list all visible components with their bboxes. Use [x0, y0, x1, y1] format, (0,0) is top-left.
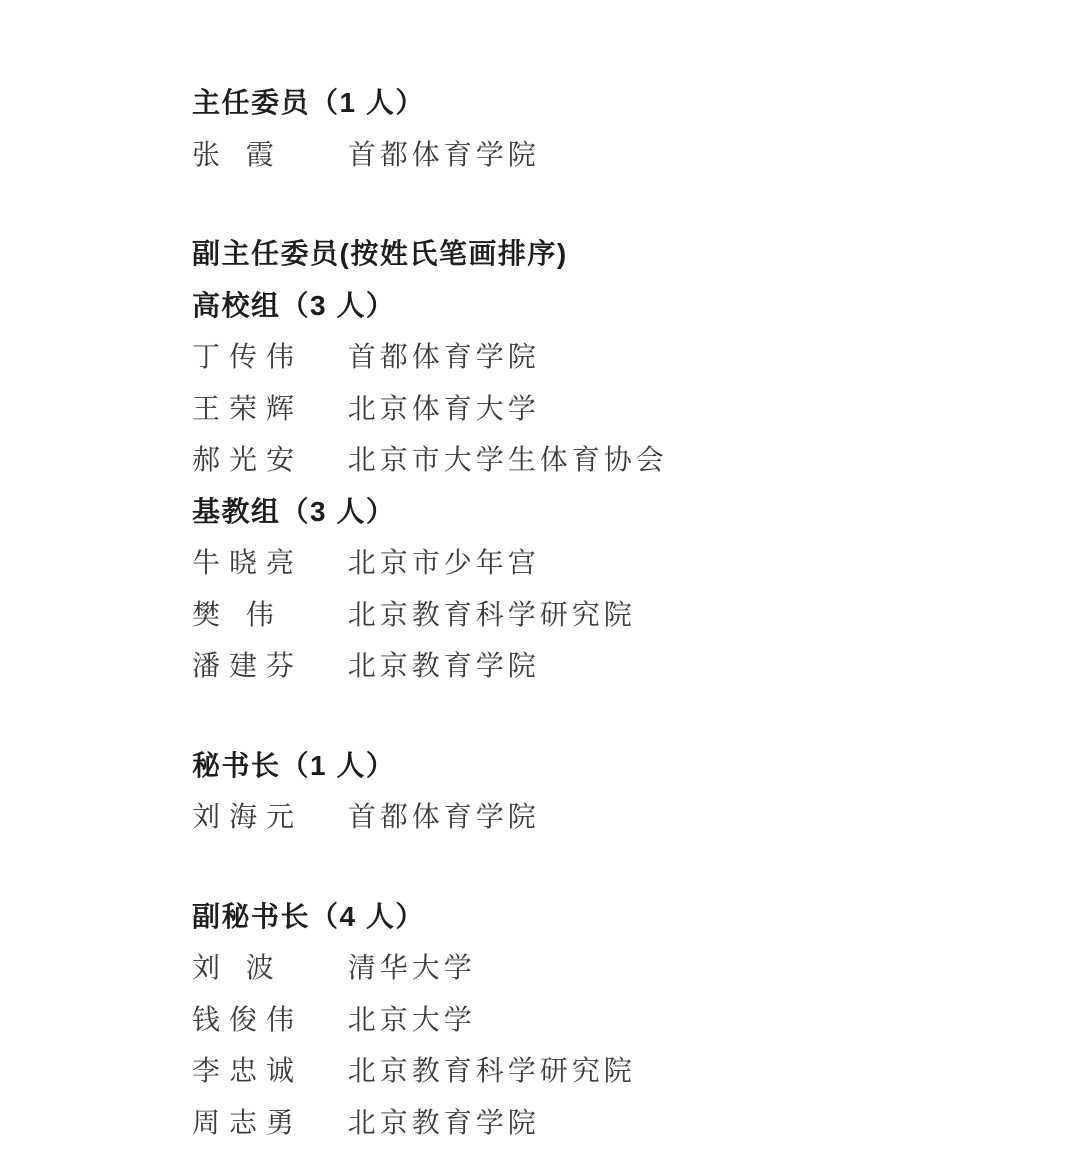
member-row — [192, 383, 1020, 435]
member-org: 首都体育学院 — [347, 138, 540, 170]
subsection-heading: 基教组（3 人） — [192, 495, 396, 527]
section-deputy-secretaries — [192, 891, 1020, 1149]
subsection-universities — [192, 280, 1020, 486]
member-row — [192, 331, 1020, 383]
member-org: 清华大学 — [347, 952, 476, 983]
member-row — [192, 1097, 1020, 1149]
member-org: 北京大学 — [347, 1003, 476, 1035]
member-row — [192, 791, 1020, 843]
section-heading: 副秘书长（4 人） — [192, 900, 425, 932]
member-org: 北京教育科学研究院 — [347, 1055, 636, 1086]
member-row — [192, 994, 1020, 1046]
member-row — [192, 537, 1020, 589]
member-name: 丁传伟 — [192, 341, 304, 372]
member-name: 张 霞 — [192, 138, 283, 170]
member-name: 刘海元 — [192, 801, 304, 832]
member-org: 北京体育大学 — [347, 392, 540, 424]
section-heading: 主任委员（1 人） — [192, 87, 425, 118]
member-org: 北京教育学院 — [347, 650, 540, 681]
member-org: 首都体育学院 — [347, 801, 540, 832]
section-secretary-general — [192, 740, 1020, 843]
member-name: 周志勇 — [192, 1106, 304, 1138]
member-org: 北京市少年宫 — [347, 547, 540, 578]
member-name: 王荣辉 — [192, 392, 304, 424]
member-org: 北京教育科学研究院 — [347, 598, 636, 630]
member-row — [192, 589, 1020, 641]
subsection-heading: 高校组（3 人） — [192, 289, 396, 321]
section-heading: 秘书长（1 人） — [192, 749, 396, 781]
member-org: 北京市大学生体育协会 — [347, 444, 668, 475]
subsection-basic-education — [192, 486, 1020, 692]
member-row — [192, 1045, 1020, 1097]
section-heading: 副主任委员(按姓氏笔画排序) — [192, 238, 568, 269]
member-org: 北京教育学院 — [347, 1106, 540, 1138]
member-name: 李忠诚 — [192, 1055, 304, 1086]
member-row — [192, 434, 1020, 486]
member-name: 潘建芬 — [192, 650, 304, 681]
member-row — [192, 640, 1020, 692]
member-row — [192, 129, 1020, 181]
section-vice-chairmen — [192, 228, 1020, 692]
member-row — [192, 942, 1020, 994]
member-name: 钱俊伟 — [192, 1003, 304, 1035]
member-name: 牛晓亮 — [192, 547, 304, 578]
section-chairman — [192, 77, 1020, 180]
member-org: 首都体育学院 — [347, 341, 540, 372]
member-name: 樊 伟 — [192, 598, 283, 630]
member-name: 刘 波 — [192, 952, 283, 983]
member-name: 郝光安 — [192, 444, 304, 475]
